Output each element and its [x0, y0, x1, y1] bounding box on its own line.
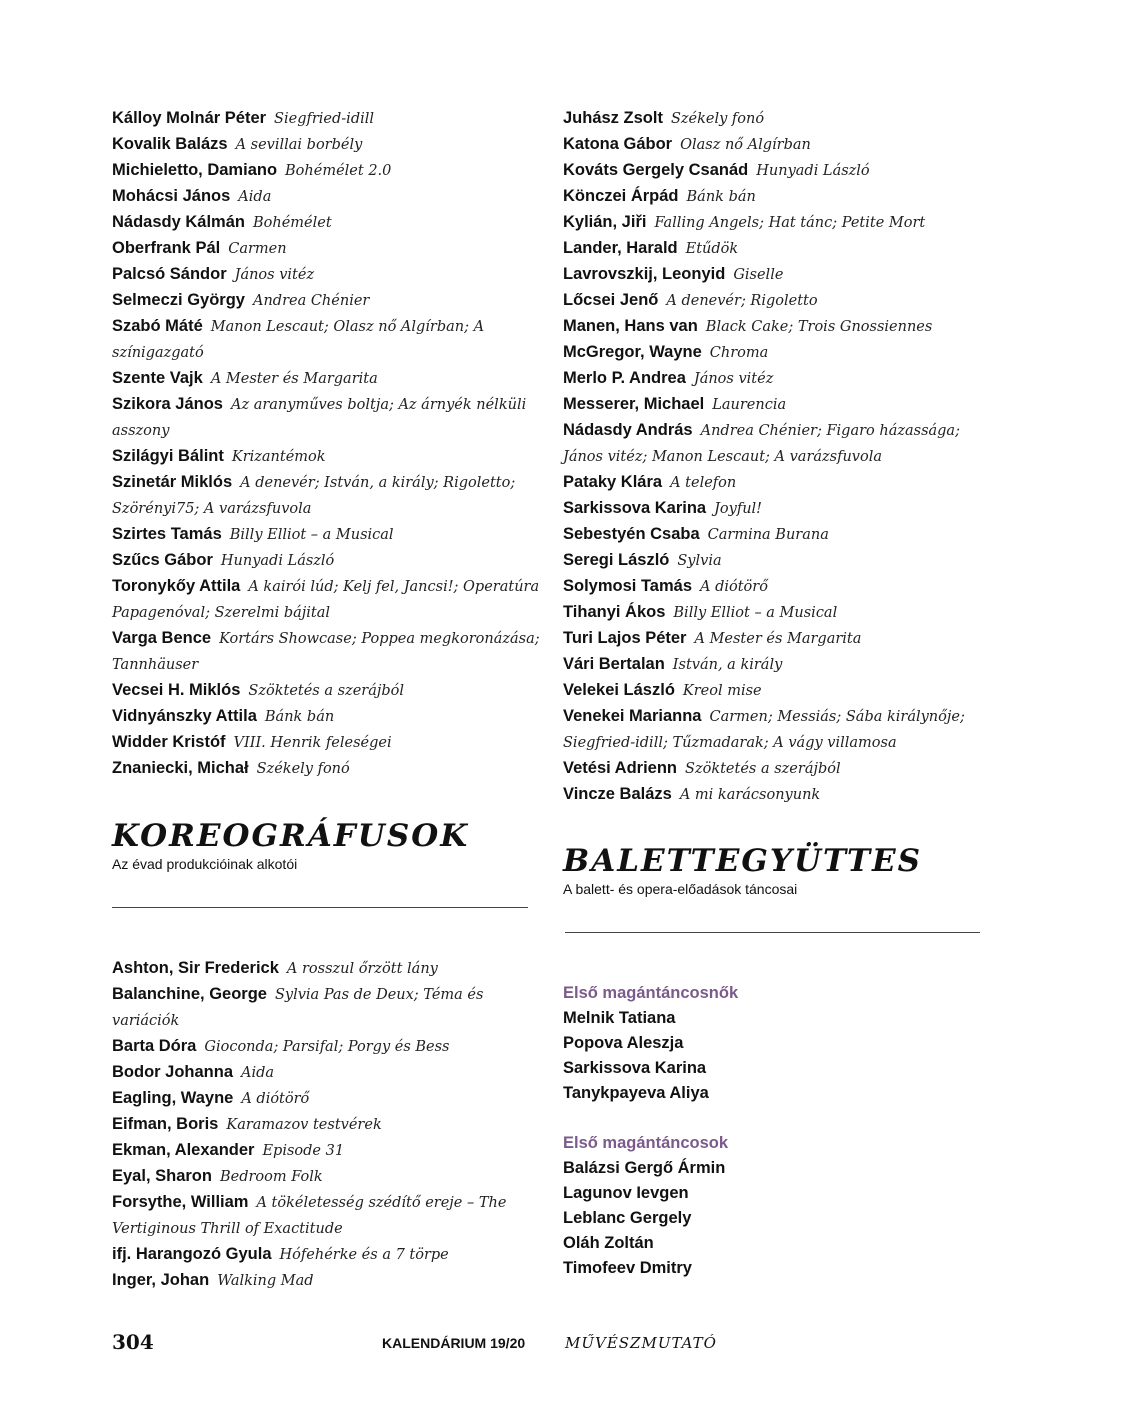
- production-titles: A diótörő: [700, 579, 768, 595]
- person-name: Kovalik Balázs: [112, 135, 228, 153]
- koreografusok-header: [112, 818, 469, 872]
- credit-entry: [112, 1242, 552, 1268]
- person-name: Oberfrank Pál: [112, 239, 221, 257]
- page-number: 304: [112, 1330, 154, 1354]
- production-titles: A mi karácsonyunk: [679, 787, 821, 803]
- koreografusok-title: KOREOGRÁFUSOK: [112, 818, 470, 854]
- credit-entry: [112, 1034, 552, 1060]
- production-titles: István, a király: [672, 657, 783, 673]
- credit-entry: [112, 548, 552, 574]
- dancer-name: Lagunov Ievgen: [563, 1184, 689, 1202]
- production-titles: Etűdök: [685, 241, 739, 257]
- credit-entry: [112, 236, 552, 262]
- credit-entry: [563, 262, 1003, 288]
- production-titles: Andrea Chénier; Figaro házassága; János vitéz; Manon Lescaut; A varázsfuvola: [563, 423, 960, 465]
- person-name: Znaniecki, Michał: [112, 759, 249, 777]
- production-titles: Chroma: [709, 345, 769, 361]
- production-titles: Black Cake; Trois Gnossiennes: [705, 319, 933, 335]
- person-name: Merlo P. Andrea: [563, 369, 686, 387]
- production-titles: Carmen: [228, 241, 287, 257]
- director-list-left: [112, 106, 552, 782]
- production-titles: Joyful!: [714, 501, 762, 517]
- dancer-name: Tanykpayeva Aliya: [563, 1084, 709, 1102]
- credit-entry: [112, 704, 552, 730]
- person-name: Katona Gábor: [563, 135, 673, 153]
- production-titles: Billy Elliot – a Musical: [673, 605, 838, 621]
- production-titles: Laurencia: [712, 397, 787, 413]
- ensemble-group: [563, 981, 1003, 1106]
- production-titles: Andrea Chénier: [252, 293, 370, 309]
- production-titles: Episode 31: [262, 1143, 345, 1159]
- credit-entry: [563, 210, 1003, 236]
- person-name: Szente Vajk: [112, 369, 203, 387]
- dancer-name: Popova Aleszja: [563, 1034, 684, 1052]
- credit-entry: [563, 496, 1003, 522]
- person-name: Vetési Adrienn: [563, 759, 678, 777]
- person-name: Lander, Harald: [563, 239, 678, 257]
- credit-entry: [563, 392, 1003, 418]
- credit-entry: [563, 522, 1003, 548]
- production-titles: Bánk bán: [686, 189, 756, 205]
- person-name: Szabó Máté: [112, 317, 203, 335]
- dancer-name: Leblanc Gergely: [563, 1209, 692, 1227]
- production-titles: A denevér; István, a király; Rigoletto; Szörényi75; A varázsfuvola: [112, 475, 516, 517]
- dancer-name: Oláh Zoltán: [563, 1234, 654, 1252]
- production-titles: János vitéz: [693, 371, 774, 387]
- production-titles: Szöktetés a szerájból: [248, 683, 404, 699]
- production-titles: Az aranyműves boltja; Az árnyék nélküli asszony: [112, 397, 527, 439]
- dancer-name: Timofeev Dmitry: [563, 1259, 692, 1277]
- credit-entry: [112, 158, 552, 184]
- credit-entry: [112, 1268, 552, 1294]
- group-title: Első magántáncosok: [563, 1134, 729, 1152]
- person-name: Vincze Balázs: [563, 785, 672, 803]
- person-name: Könczei Árpád: [563, 187, 679, 205]
- person-name: Szűcs Gábor: [112, 551, 213, 569]
- person-name: Eifman, Boris: [112, 1115, 219, 1133]
- credit-entry: [563, 418, 1003, 470]
- production-titles: A diótörő: [241, 1091, 310, 1107]
- production-titles: Székely fonó: [256, 761, 350, 777]
- credit-entry: [112, 1112, 552, 1138]
- person-name: Lőcsei Jenő: [563, 291, 659, 309]
- credit-entry: [112, 982, 552, 1034]
- person-name: Eyal, Sharon: [112, 1167, 212, 1185]
- person-name: Toronykőy Attila: [112, 577, 241, 595]
- person-name: Selmeczi György: [112, 291, 245, 309]
- ballet-ensemble-list: [563, 981, 1003, 1306]
- credit-entry: [112, 1164, 552, 1190]
- person-name: Manen, Hans van: [563, 317, 698, 335]
- person-name: Michieletto, Damiano: [112, 161, 278, 179]
- credit-entry: [112, 1138, 552, 1164]
- credit-entry: [112, 262, 552, 288]
- person-name: Widder Kristóf: [112, 733, 226, 751]
- credit-entry: [563, 600, 1003, 626]
- credit-entry: [112, 210, 552, 236]
- production-titles: Carmina Burana: [707, 527, 829, 543]
- production-titles: Olasz nő Algírban: [680, 137, 811, 153]
- person-name: Inger, Johan: [112, 1271, 210, 1289]
- production-titles: János vitéz: [234, 267, 315, 283]
- production-titles: Hófehérke és a 7 törpe: [279, 1247, 449, 1263]
- credit-entry: [112, 444, 552, 470]
- dancer-name: Balázsi Gergő Ármin: [563, 1159, 726, 1177]
- person-name: Ekman, Alexander: [112, 1141, 255, 1159]
- production-titles: Hunyadi László: [756, 163, 870, 179]
- person-name: Ashton, Sir Frederick: [112, 959, 279, 977]
- credit-entry: [112, 756, 552, 782]
- person-name: Sarkissova Karina: [563, 499, 707, 517]
- credit-entry: [112, 678, 552, 704]
- production-titles: Walking Mad: [217, 1273, 314, 1289]
- production-titles: Billy Elliot – a Musical: [229, 527, 394, 543]
- production-titles: Krizantémok: [231, 449, 326, 465]
- credit-entry: [563, 548, 1003, 574]
- production-titles: VIII. Henrik feleségei: [233, 735, 392, 751]
- person-name: Eagling, Wayne: [112, 1089, 234, 1107]
- ensemble-group: [563, 1131, 1003, 1281]
- credit-entry: [112, 366, 552, 392]
- person-name: Balanchine, George: [112, 985, 267, 1003]
- production-titles: Aida: [241, 1065, 275, 1081]
- person-name: ifj. Harangozó Gyula: [112, 1245, 272, 1263]
- dancer-name: Melnik Tatiana: [563, 1009, 676, 1027]
- production-titles: Sylvia: [677, 553, 722, 569]
- person-name: Vidnyánszky Attila: [112, 707, 257, 725]
- person-name: Palcsó Sándor: [112, 265, 227, 283]
- credit-entry: [563, 314, 1003, 340]
- production-titles: Falling Angels; Hat tánc; Petite Mort: [654, 215, 926, 231]
- production-titles: A Mester és Margarita: [210, 371, 378, 387]
- person-name: Vári Bertalan: [563, 655, 665, 673]
- credit-entry: [112, 522, 552, 548]
- person-name: Szilágyi Bálint: [112, 447, 224, 465]
- person-name: Solymosi Tamás: [563, 577, 692, 595]
- production-titles: Kortárs Showcase; Poppea megkoronázása; Tannhäuser: [112, 631, 540, 673]
- credit-entry: [112, 314, 552, 366]
- person-name: Velekei László: [563, 681, 675, 699]
- production-titles: Bedroom Folk: [219, 1169, 323, 1185]
- person-name: Mohácsi János: [112, 187, 231, 205]
- production-titles: Hunyadi László: [220, 553, 335, 569]
- person-name: Nádasdy Kálmán: [112, 213, 245, 231]
- production-titles: Giselle: [733, 267, 784, 283]
- balettegyuttes-header: [563, 843, 922, 897]
- person-name: Kálloy Molnár Péter: [112, 109, 267, 127]
- production-titles: A kairói lúd; Kelj fel, Jancsi!; Operatúra Papagenóval; Szerelmi bájital: [112, 579, 540, 621]
- production-titles: Gioconda; Parsifal; Porgy és Bess: [204, 1039, 450, 1055]
- person-name: Pataky Klára: [563, 473, 663, 491]
- credit-entry: [112, 470, 552, 522]
- credit-entry: [563, 340, 1003, 366]
- credit-entry: [112, 730, 552, 756]
- person-name: Vecsei H. Miklós: [112, 681, 241, 699]
- credit-entry: [112, 1060, 552, 1086]
- credit-entry: [112, 184, 552, 210]
- director-list-right: [563, 106, 1003, 808]
- section-name: MŰVÉSZMUTATÓ: [565, 1334, 717, 1352]
- production-titles: Karamazov testvérek: [226, 1117, 382, 1133]
- production-titles: Aida: [238, 189, 272, 205]
- person-name: Turi Lajos Péter: [563, 629, 687, 647]
- production-titles: A Mester és Margarita: [694, 631, 862, 647]
- production-titles: Bohémélet: [252, 215, 332, 231]
- production-titles: A tökéletesség szédítő ereje – The Vertiginous Thrill of Exactitude: [112, 1195, 507, 1237]
- credit-entry: [112, 132, 552, 158]
- person-name: Kováts Gergely Csanád: [563, 161, 749, 179]
- person-name: Venekei Marianna: [563, 707, 702, 725]
- production-titles: Bohémélet 2.0: [285, 163, 392, 179]
- credit-entry: [112, 1086, 552, 1112]
- production-titles: A rosszul őrzött lány: [286, 961, 438, 977]
- production-titles: Manon Lescaut; Olasz nő Algírban; A színigazgató: [112, 319, 485, 361]
- koreografusok-subtitle: Az évad produkcióinak alkotói: [112, 856, 298, 872]
- person-name: Juhász Zsolt: [563, 109, 663, 127]
- credit-entry: [563, 106, 1003, 132]
- credit-entry: [112, 392, 552, 444]
- production-titles: Szöktetés a szerájból: [685, 761, 841, 777]
- credit-entry: [112, 574, 552, 626]
- credit-entry: [563, 288, 1003, 314]
- credit-entry: [112, 1190, 552, 1242]
- credit-entry: [563, 756, 1003, 782]
- credit-entry: [563, 782, 1003, 808]
- person-name: Szikora János: [112, 395, 223, 413]
- credit-entry: [563, 626, 1003, 652]
- production-titles: A sevillai borbély: [235, 137, 363, 153]
- person-name: Kylián, Jiři: [563, 213, 647, 231]
- credit-entry: [112, 956, 552, 982]
- credit-entry: [112, 626, 552, 678]
- balettegyuttes-subtitle: A balett- és opera-előadások táncosai: [563, 881, 798, 897]
- publication-name: KALENDÁRIUM 19/20: [382, 1335, 526, 1351]
- koreografusok-divider: [112, 907, 528, 908]
- credit-entry: [563, 704, 1003, 756]
- person-name: Lavrovszkij, Leonyid: [563, 265, 726, 283]
- person-name: Barta Dóra: [112, 1037, 197, 1055]
- production-titles: Siegfried-idill: [274, 111, 375, 127]
- production-titles: Székely fonó: [670, 111, 765, 127]
- person-name: Varga Bence: [112, 629, 212, 647]
- production-titles: Carmen; Messiás; Sába királynője; Siegfried-idill; Tűzmadarak; A vágy villamosa: [563, 709, 965, 751]
- person-name: Bodor Johanna: [112, 1063, 234, 1081]
- credit-entry: [563, 158, 1003, 184]
- person-name: McGregor, Wayne: [563, 343, 702, 361]
- credit-entry: [563, 652, 1003, 678]
- production-titles: A telefon: [670, 475, 737, 491]
- credit-entry: [563, 678, 1003, 704]
- credit-entry: [563, 132, 1003, 158]
- credit-entry: [112, 106, 552, 132]
- group-title: Első magántáncosnők: [563, 984, 739, 1002]
- credit-entry: [563, 366, 1003, 392]
- person-name: Tihanyi Ákos: [563, 603, 666, 621]
- balettegyuttes-divider: [565, 932, 980, 933]
- credit-entry: [563, 236, 1003, 262]
- production-titles: Sylvia Pas de Deux; Téma és variációk: [112, 987, 484, 1029]
- production-titles: A denevér; Rigoletto: [666, 293, 818, 309]
- person-name: Messerer, Michael: [563, 395, 705, 413]
- production-titles: Kreol mise: [682, 683, 762, 699]
- person-name: Nádasdy András: [563, 421, 693, 439]
- dancer-name: Sarkissova Karina: [563, 1059, 707, 1077]
- credit-entry: [112, 288, 552, 314]
- choreographer-list: [112, 956, 552, 1294]
- person-name: Sebestyén Csaba: [563, 525, 700, 543]
- person-name: Szinetár Miklós: [112, 473, 233, 491]
- balettegyuttes-title: BALETTEGYÜTTES: [563, 843, 923, 879]
- credit-entry: [563, 574, 1003, 600]
- person-name: Seregi László: [563, 551, 670, 569]
- credit-entry: [563, 184, 1003, 210]
- person-name: Forsythe, William: [112, 1193, 249, 1211]
- person-name: Szirtes Tamás: [112, 525, 222, 543]
- credit-entry: [563, 470, 1003, 496]
- production-titles: Bánk bán: [264, 709, 335, 725]
